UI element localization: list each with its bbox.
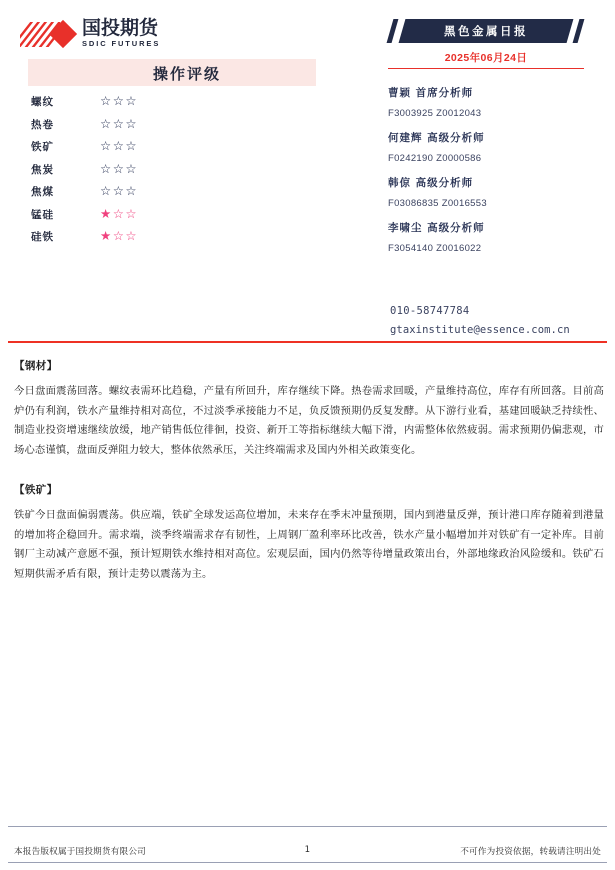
contact-phone[interactable]: 010-58747784 [390, 305, 470, 317]
analyst-name: 何建辉 高级分析师 [388, 132, 485, 144]
report-title: 黑色金属日报 [444, 24, 528, 38]
rating-name: 硅铁 [31, 231, 54, 243]
report-title-banner [388, 19, 584, 43]
footer-divider-bottom [8, 862, 607, 863]
analyst-license: F3003925 Z0012043 [388, 108, 482, 119]
report-content [14, 358, 604, 606]
rating-name: 焦炭 [31, 163, 54, 176]
rating-list [28, 92, 318, 250]
company-logo [20, 18, 180, 52]
contact-email[interactable]: gtaxinstitute@essence.com.cn [390, 324, 570, 336]
report-header [0, 0, 615, 340]
rating-name: 铁矿 [31, 141, 54, 153]
logo-name-en: SDIC FUTURES [82, 39, 161, 48]
rating-stars: ☆☆☆ [100, 184, 139, 198]
analyst-license: F03086835 Z0016553 [388, 198, 487, 209]
report-date: 2025年06月24日 [444, 52, 528, 64]
rating-row [28, 227, 318, 250]
page-footer [14, 845, 601, 859]
rating-row [28, 137, 318, 160]
header-divider [8, 341, 607, 343]
rating-name: 热卷 [31, 118, 54, 131]
analyst-name: 曹颖 首席分析师 [388, 87, 474, 99]
analyst-list [388, 85, 608, 265]
logo-wordmark [82, 19, 160, 48]
rating-panel-title [28, 59, 316, 86]
rating-stars: ☆☆☆ [100, 139, 139, 153]
rating-row [28, 115, 318, 138]
rating-row [28, 160, 318, 183]
rating-row [28, 92, 318, 115]
analyst-name: 韩倞 高级分析师 [388, 177, 474, 189]
rating-stars: ★☆☆ [100, 206, 139, 221]
rating-stars: ★☆☆ [100, 229, 139, 243]
section-body: 今日盘面震荡回落。螺纹表需环比趋稳，产量有所回升，库存继续下降。热卷需求回暖，产量维持高位，库存有所回落。目前高炉仍有利润，铁水产量维持相对高位，不过淡季承接能力不足，负反馈预期仍反复发酵。从下游行业看，基建回暖缺乏持续性、制造业投资增速继续放缓，地产销售低位徘徊，投资、新开工等指标继续大幅下滑，内需整体依然疲弱。需求预期仍偏悲观，市场心态谨慎，盘面反弹阻力较大，整体依然承压，关注终端需求及国内外相关政策变化。 [14, 385, 604, 456]
rating-stars: ☆☆☆ [100, 116, 139, 131]
logo-name-cn: 国投期货 [82, 17, 159, 39]
rating-name: 锰硅 [31, 208, 54, 221]
analyst-license: F0242190 Z0000586 [388, 153, 482, 164]
analyst-name: 李啸尘 高级分析师 [388, 222, 485, 234]
report-date-divider [388, 68, 584, 69]
rating-name: 焦煤 [31, 186, 54, 198]
footer-divider-top [8, 826, 607, 827]
footer-copyright: 本报告版权属于国投期货有限公司 [14, 847, 146, 857]
rating-row [28, 205, 318, 228]
footer-disclaimer: 不可作为投资依据，转载请注明出处 [460, 847, 601, 857]
rating-row [28, 182, 318, 205]
section-title: 【钢材】 [14, 360, 58, 372]
rating-panel-title-text: 操作评级 [152, 65, 221, 83]
section-steel [14, 358, 604, 460]
section-iron-ore [14, 482, 604, 584]
rating-stars: ☆☆☆ [100, 94, 139, 108]
footer-page-number: 1 [304, 845, 311, 855]
rating-stars: ☆☆☆ [100, 161, 139, 176]
section-title: 【铁矿】 [14, 484, 58, 496]
rating-name: 螺纹 [31, 96, 54, 108]
contact-block [390, 305, 610, 336]
section-body: 铁矿今日盘面偏弱震荡。供应端，铁矿全球发运高位增加，未来存在季末冲量预期，国内到港量反弹，预计港口库存随着到港量的增加将企稳回升。需求端，淡季终端需求存有韧性，上周钢厂盈利率环比改善，铁水产量小幅增加并对铁矿有一定补库。目前钢厂主动减产意愿不强，预计短期铁水维持相对高位。宏观层面，国内仍然等待增量政策出台，外部地缘政治风险缓和。铁矿石短期供需矛盾有限，预计走势以震荡为主。 [14, 509, 604, 580]
analyst-license: F3054140 Z0016022 [388, 243, 482, 254]
